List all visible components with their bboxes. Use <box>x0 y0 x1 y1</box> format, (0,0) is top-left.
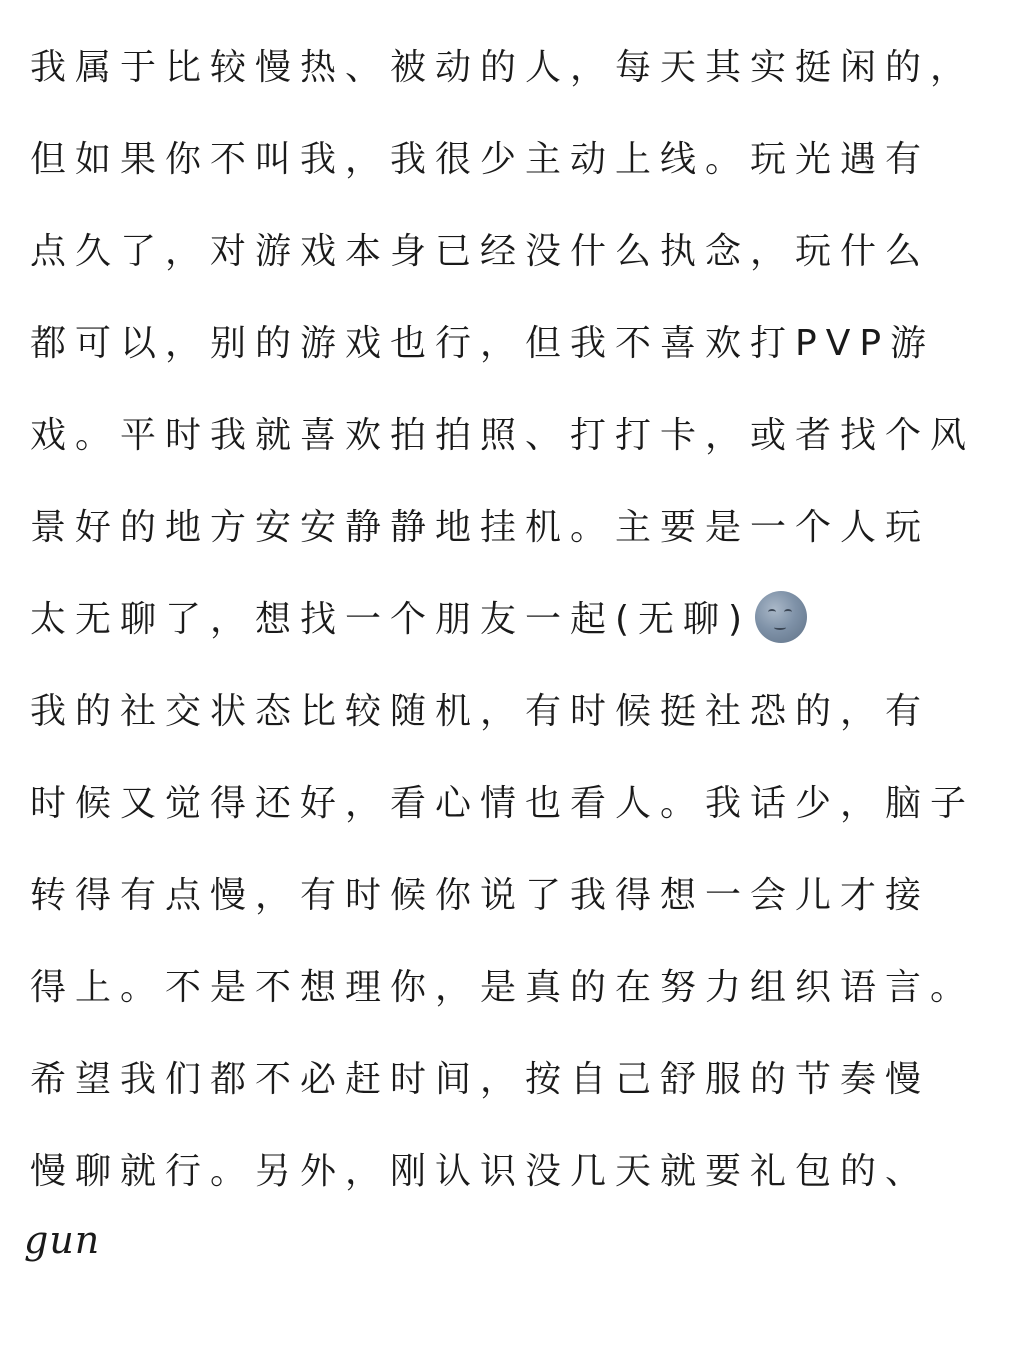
text-line <box>30 22 1015 114</box>
text-line-content: 时候又觉得还好，看心情也看人。我话少，脑子 <box>30 783 976 824</box>
text-line-content: 转得有点慢，有时候你说了我得想一会儿才接 <box>30 875 931 916</box>
text-line <box>30 482 1015 574</box>
text-line-content: 都可以，别的游戏也行，但我不喜欢打PVP游 <box>30 323 936 364</box>
text-line-content: 我属于比较慢热、被动的人，每天其实挺闲的， <box>30 47 976 88</box>
text-line <box>30 1034 1015 1126</box>
text-line-content: 点久了，对游戏本身已经没什么执念，玩什么 <box>30 231 931 272</box>
text-line-content: 太无聊了，想找一个朋友一起(无聊) <box>30 599 752 640</box>
text-line <box>30 1126 1015 1218</box>
text-line <box>30 114 1015 206</box>
text-line <box>30 758 1015 850</box>
text-line <box>30 850 1015 942</box>
text-line <box>30 942 1015 1034</box>
text-line-content: 戏。平时我就喜欢拍拍照、打打卡，或者找个风 <box>30 415 976 456</box>
text-line-content: 我的社交状态比较随机，有时候挺社恐的，有 <box>30 691 931 732</box>
text-body <box>30 22 1015 1218</box>
text-line <box>30 206 1015 298</box>
signature-text: gun <box>24 1218 101 1262</box>
text-line-content: 景好的地方安安静静地挂机。主要是一个人玩 <box>30 507 931 548</box>
new-moon-face-icon <box>755 591 807 643</box>
text-line-content: 得上。不是不想理你，是真的在努力组织语言。 <box>30 967 976 1008</box>
text-line <box>30 666 1015 758</box>
text-line-content: 希望我们都不必赶时间，按自己舒服的节奏慢 <box>30 1059 931 1100</box>
text-line <box>30 298 1015 390</box>
text-line-content: 但如果你不叫我，我很少主动上线。玩光遇有 <box>30 139 931 180</box>
text-line-content: 慢聊就行。另外，刚认识没几天就要礼包的、 <box>30 1151 931 1192</box>
moon-mouth <box>774 625 786 630</box>
text-line <box>30 574 1015 666</box>
text-line <box>30 390 1015 482</box>
